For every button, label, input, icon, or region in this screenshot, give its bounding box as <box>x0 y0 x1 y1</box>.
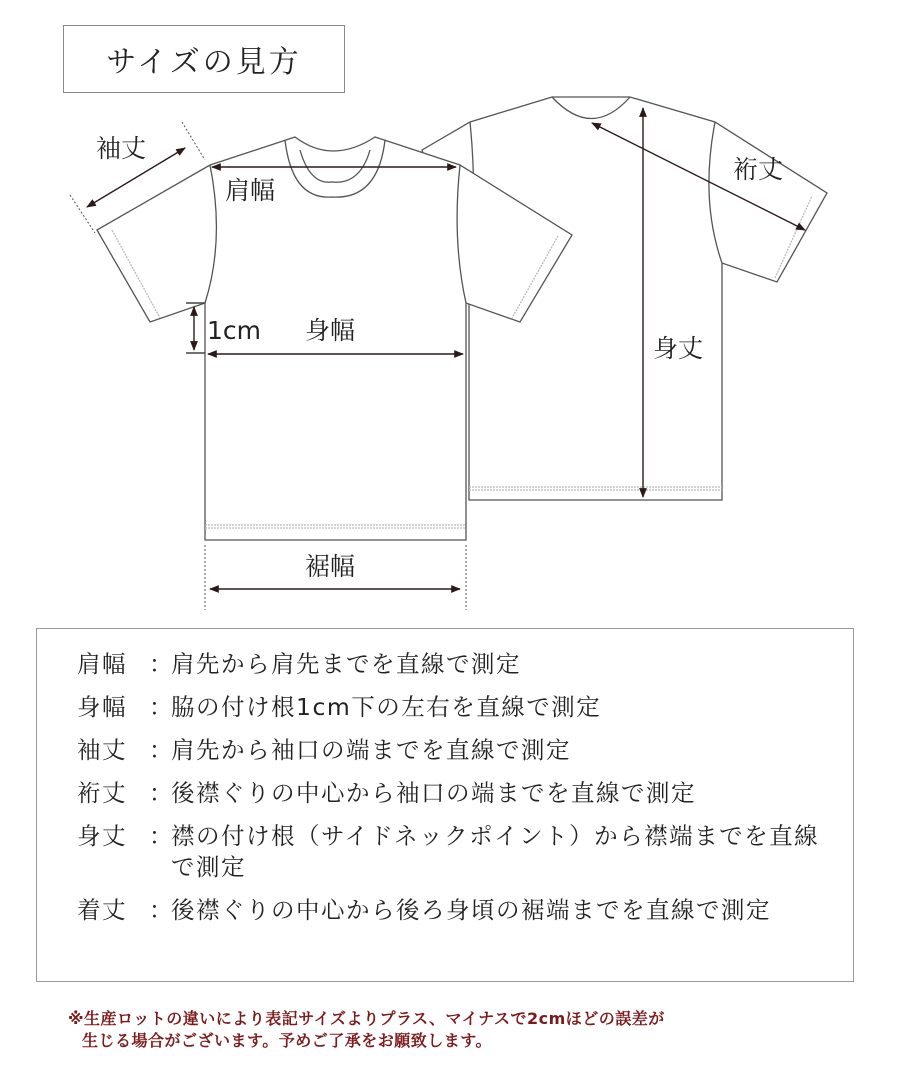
label-hem-width: 裾幅 <box>305 552 356 581</box>
measurement-descriptions <box>36 628 854 982</box>
row-text: 襟の付け根（サイドネックポイント）から襟端までを直線で測定 <box>171 822 820 881</box>
row-label: 身幅 <box>77 693 127 721</box>
row-text: 後襟ぐりの中心から袖口の端までを直線で測定 <box>171 779 696 807</box>
row-text: 脇の付け根1cm下の左右を直線で測定 <box>171 693 602 721</box>
row-text: 肩先から袖口の端までを直線で測定 <box>171 736 571 764</box>
row-sep: ： <box>149 896 174 924</box>
row-sep: ： <box>149 822 174 850</box>
row-sep: ： <box>149 779 174 807</box>
label-sleeve-length: 袖丈 <box>96 134 147 163</box>
description-row <box>77 649 853 680</box>
row-text: 肩先から肩先までを直線で測定 <box>171 650 521 678</box>
description-row <box>77 735 853 766</box>
label-shoulder-width: 肩幅 <box>225 176 276 205</box>
description-row <box>77 895 853 926</box>
row-label: 着丈 <box>77 896 127 924</box>
disclaimer-note <box>68 1008 665 1052</box>
row-sep: ： <box>149 650 174 678</box>
note-line-1: ※生産ロットの違いにより表記サイズよりプラス、マイナスで2cmほどの誤差が <box>68 1009 665 1028</box>
label-body-length: 身丈 <box>653 334 704 363</box>
label-yuki-length: 裄丈 <box>733 155 784 184</box>
page-title: サイズの見方 <box>63 25 345 93</box>
note-line-2: 生じる場合がございます。予めご了承をお願致します。 <box>82 1031 492 1050</box>
row-label: 裄丈 <box>77 779 127 807</box>
row-label: 肩幅 <box>77 650 127 678</box>
description-row <box>77 778 853 809</box>
label-chest-width: 身幅 <box>305 316 356 345</box>
row-label: 身丈 <box>77 822 127 850</box>
description-row <box>77 692 853 723</box>
row-sep: ： <box>149 693 174 721</box>
row-label: 袖丈 <box>77 736 127 764</box>
row-sep: ： <box>149 736 174 764</box>
label-one-cm: 1cm <box>207 316 262 345</box>
row-text: 後襟ぐりの中心から後ろ身頃の裾端までを直線で測定 <box>171 896 771 924</box>
description-row <box>77 821 853 883</box>
